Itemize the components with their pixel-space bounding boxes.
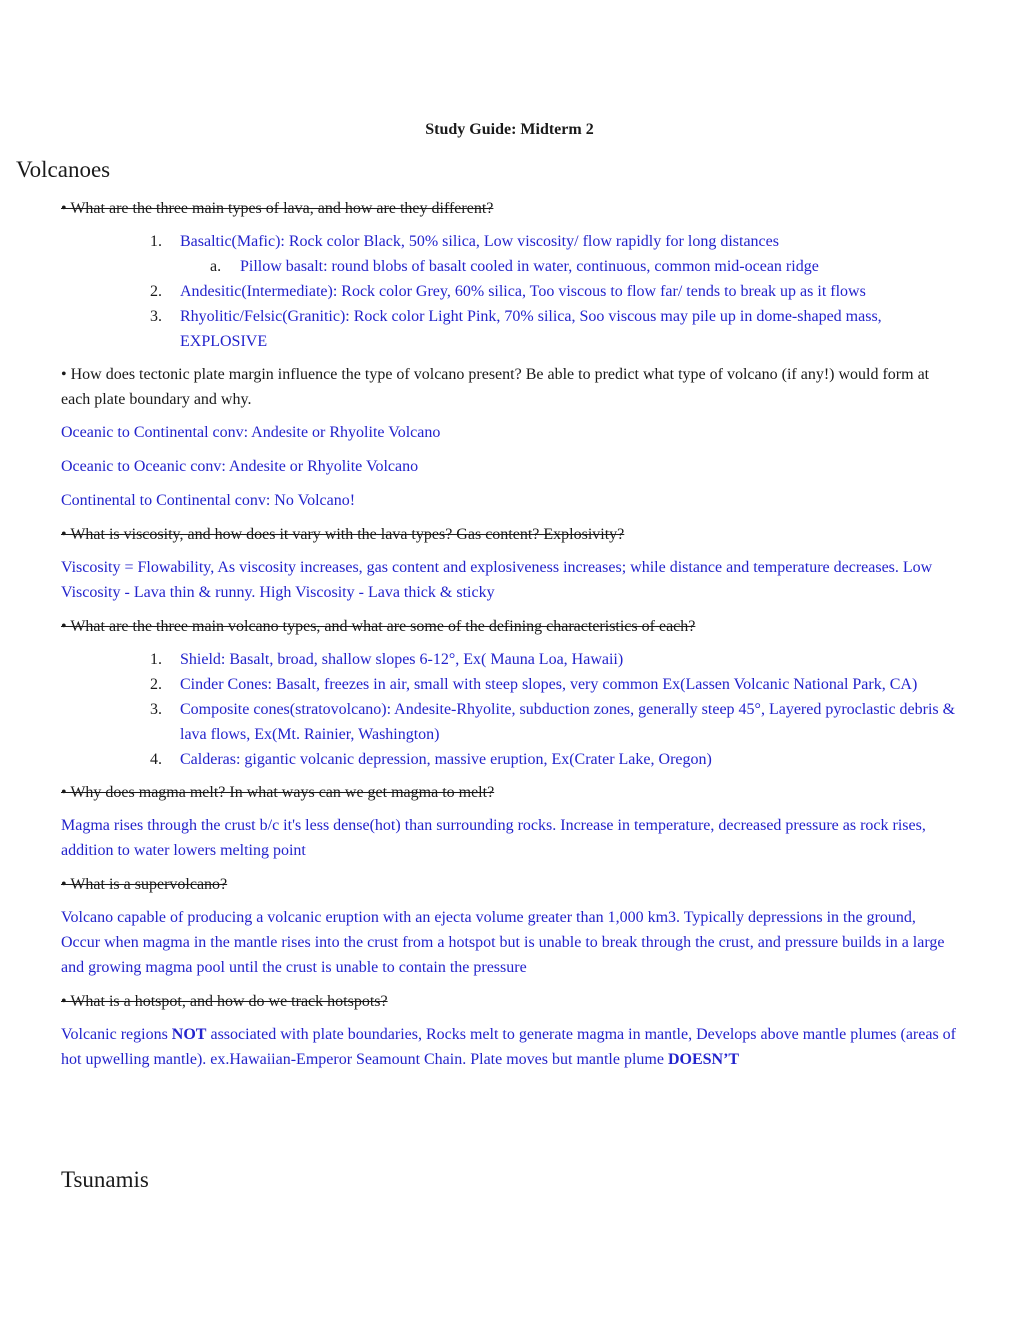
list-item <box>61 747 956 772</box>
answer-hotspot-emphasis-doesnt: DOESN’T <box>667 1051 740 1068</box>
list-number: 4. <box>150 751 162 768</box>
answer-magma-melt: Magma rises through the crust b/c it's less dense(hot) than surrounding rocks. Increase in temperature, decreased pressure as rock rises, addition to water lowers melting point <box>61 817 926 859</box>
sub-list-item-text: Pillow basalt: round blobs of basalt cooled in water, continuous, common mid-ocean ridge <box>240 258 819 275</box>
question-magma-melt: • Why does magma melt? In what ways can we get magma to melt? <box>61 784 495 801</box>
answer-hotspot-part-1: Volcanic regions <box>61 1026 172 1043</box>
list-item <box>61 697 956 747</box>
list-item-text: Andesitic(Intermediate): Rock color Grey, 60% silica, Too viscous to flow far/ tends to break up as it flows <box>180 283 866 300</box>
list-item <box>61 672 956 697</box>
sub-list <box>180 254 956 279</box>
question-volcano-types: • What are the three main volcano types, and what are some of the defining characteristics of each? <box>61 618 696 635</box>
sub-list-letter: a. <box>210 258 222 275</box>
list-number: 1. <box>150 651 162 668</box>
answer-hotspot <box>61 1022 956 1072</box>
document-body <box>61 196 956 1081</box>
sub-list-item <box>180 254 956 279</box>
list-number: 1. <box>150 233 162 250</box>
list-item <box>61 229 956 279</box>
answer-viscosity: Viscosity = Flowability, As viscosity increases, gas content and explosiveness increases; while distance and temperature decreases. Low Viscosity - Lava thin & runny. High Viscosity - Lava thick & sticky <box>61 559 933 601</box>
answer-hotspot-emphasis-not: NOT <box>171 1026 207 1043</box>
question-supervolcano: • What is a supervolcano? <box>61 876 228 893</box>
answer-supervolcano: Volcano capable of producing a volcanic eruption with an ejecta volume greater than 1,000 km3. Typically depressions in the ground, Occur when magma in the mantle rises into the crust from a hotspot but is unable to break through the crust, and pressure builds in a large and growing magma pool until the crust is unable to contain the pressure <box>61 909 945 976</box>
answer-plate-margin-2: Oceanic to Oceanic conv: Andesite or Rhyolite Volcano <box>61 458 419 475</box>
list-item <box>61 647 956 672</box>
list-number: 2. <box>150 676 162 693</box>
answer-hotspot-part-2: associated with plate boundaries, Rocks melt to generate magma in mantle, Develops above mantle plumes (areas of hot upwelling mantle). ex.Hawaiian-Emperor Seamount Chain. Plate moves but mantle plume <box>61 1026 957 1068</box>
list-number: 2. <box>150 283 162 300</box>
question-viscosity: • What is viscosity, and how does it vary with the lava types? Gas content? Explosivity? <box>61 526 625 543</box>
list-item-text: Shield: Basalt, broad, shallow slopes 6-12°, Ex( Mauna Loa, Hawaii) <box>180 651 624 668</box>
list-item-text: Basaltic(Mafic): Rock color Black, 50% silica, Low viscosity/ flow rapidly for long distances <box>180 233 779 250</box>
question-plate-margin: • How does tectonic plate margin influence the type of volcano present? Be able to predict what type of volcano (if any!) would form at each plate boundary and why. <box>61 366 930 408</box>
section-heading-volcanoes: Volcanoes <box>16 157 111 182</box>
list-item-text: Calderas: gigantic volcanic depression, massive eruption, Ex(Crater Lake, Oregon) <box>180 751 712 768</box>
list-item-text: Rhyolitic/Felsic(Granitic): Rock color Light Pink, 70% silica, Soo viscous may pile up in dome-shaped mass, EXPLOSIVE <box>180 308 882 350</box>
page-title: Study Guide: Midterm 2 <box>425 121 594 138</box>
lava-types-list <box>61 229 956 354</box>
list-item <box>61 279 956 304</box>
question-lava-types: • What are the three main types of lava, and how are they different? <box>61 200 494 217</box>
answer-plate-margin-1: Oceanic to Continental conv: Andesite or Rhyolite Volcano <box>61 424 441 441</box>
question-hotspot: • What is a hotspot, and how do we track hotspots? <box>61 993 388 1010</box>
list-item-text: Cinder Cones: Basalt, freezes in air, small with steep slopes, very common Ex(Lassen Volcanic National Park, CA) <box>180 676 918 693</box>
answer-plate-margin-3: Continental to Continental conv: No Volcano! <box>61 492 356 509</box>
volcano-types-list <box>61 647 956 772</box>
section-heading-tsunamis: Tsunamis <box>61 1167 149 1192</box>
list-item-text: Composite cones(stratovolcano): Andesite-Rhyolite, subduction zones, generally steep 45°, Layered pyroclastic debris & lava flows, Ex(Mt. Rainier, Washington) <box>180 701 956 743</box>
list-item <box>61 304 956 354</box>
list-number: 3. <box>150 701 162 718</box>
list-number: 3. <box>150 308 162 325</box>
